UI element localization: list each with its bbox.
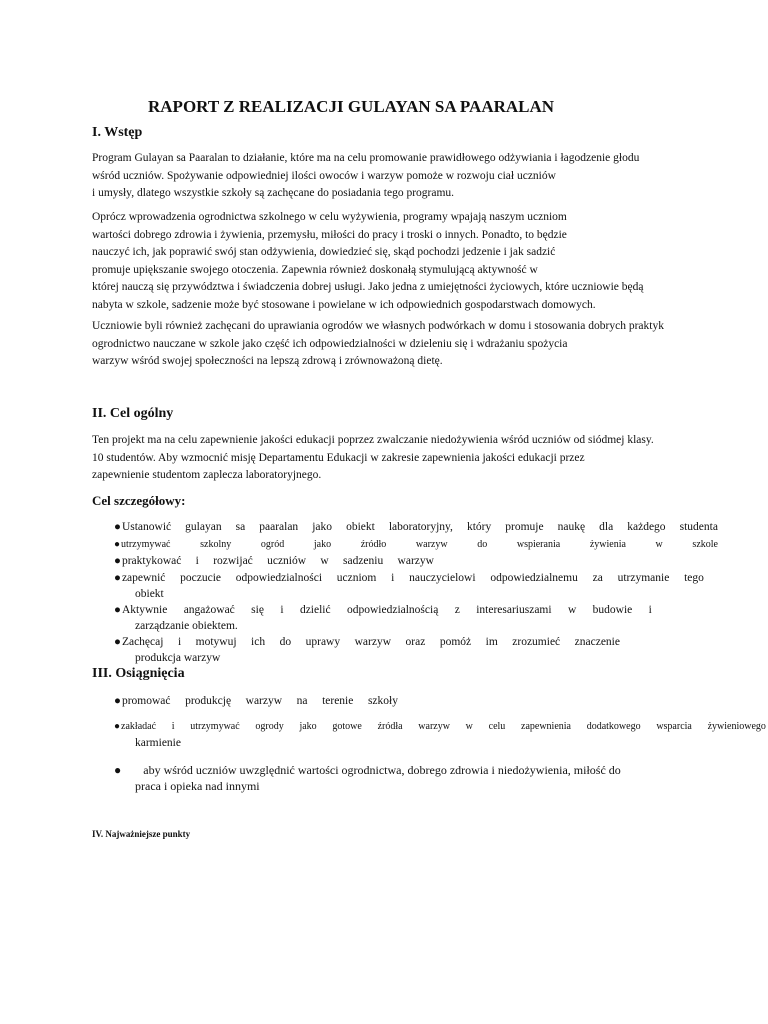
bullet-icon: ● bbox=[114, 721, 121, 732]
bullet-word: ●Ustanowić bbox=[114, 521, 172, 533]
text-line: ogrodnictwo nauczane w szkole jako część ich odpowiedzialności w dzieleniu się i wdrażaniu spożycia bbox=[92, 337, 568, 350]
bullet-word: utrzymywać bbox=[190, 721, 240, 732]
bullet-word: żywieniowego bbox=[707, 721, 766, 732]
bullet-word: naukę bbox=[557, 521, 586, 533]
bullet-word: dzielić bbox=[299, 604, 331, 616]
bullet-word: gotowe bbox=[332, 721, 362, 732]
bullet-continuation: praca i opieka nad innymi bbox=[135, 779, 260, 793]
bullet-word: wspierania bbox=[516, 539, 561, 550]
bullet-word: i bbox=[391, 572, 395, 584]
intro-paragraph-2 bbox=[92, 209, 643, 314]
bullet-continuation: zarządzanie obiektem. bbox=[135, 620, 238, 632]
bullet-word: uprawy bbox=[305, 636, 341, 648]
intro-paragraph-1 bbox=[92, 150, 639, 203]
bullet-word: uczniów bbox=[267, 555, 307, 567]
bullet-word: celu bbox=[488, 721, 506, 732]
bullet-word: dla bbox=[599, 521, 614, 533]
goal-bullet-1 bbox=[114, 519, 718, 535]
bullet-word: terenie bbox=[322, 695, 354, 707]
bullet-word: szkoły bbox=[367, 695, 398, 707]
bullet-word: który bbox=[466, 521, 492, 533]
justified-line bbox=[114, 537, 718, 553]
bullet-word: promuje bbox=[505, 521, 544, 533]
text-line: Uczniowie byli również zachęcani do uprawiania ogrodów we własnych podwórkach w domu i stosowania dobrych praktyk bbox=[92, 320, 664, 332]
bullet-word: im bbox=[485, 636, 498, 648]
justified-line bbox=[114, 693, 398, 709]
goal-bullet-4 bbox=[114, 570, 704, 602]
bullet-word: odpowiedzialnemu bbox=[490, 572, 578, 584]
text-line: Program Gulayan sa Paaralan to działanie, które ma na celu promowanie prawidłowego odżywiania i łagodzenie głodu bbox=[92, 152, 640, 164]
bullet-word: oraz bbox=[405, 636, 426, 648]
bullet-word: ●praktykować bbox=[114, 555, 182, 567]
bullet-word: warzyw bbox=[245, 695, 283, 707]
bullet-word: gulayan bbox=[185, 521, 222, 533]
bullet-word: sadzeniu bbox=[343, 555, 384, 567]
bullet-word: laboratoryjny, bbox=[388, 521, 453, 533]
bullet-word: odpowiedzialnością bbox=[346, 604, 439, 616]
bullet-word: jako bbox=[312, 521, 333, 533]
text-line: której nauczą się przywództwa i świadczenia dobrej usługi. Jako jedna z umiejętności życiowych, które uczniowie będą bbox=[92, 281, 644, 293]
justified-line bbox=[114, 602, 652, 618]
intro-paragraph-3 bbox=[92, 318, 664, 371]
document-title: RAPORT Z REALIZACJI GULAYAN SA PAARALAN bbox=[148, 97, 555, 116]
bullet-word: zrozumieć bbox=[512, 636, 561, 648]
bullet-word: do bbox=[477, 539, 488, 550]
bullet-word: paaralan bbox=[259, 521, 299, 533]
achievement-bullet-2 bbox=[114, 719, 766, 751]
bullet-word: na bbox=[296, 695, 308, 707]
bullet-continuation: karmienie bbox=[135, 737, 181, 749]
bullet-word: warzyw bbox=[354, 636, 392, 648]
bullet-word: i bbox=[171, 721, 175, 732]
bullet-icon: ● bbox=[114, 604, 121, 616]
bullet-word: ●Aktywnie bbox=[114, 604, 168, 616]
bullet-icon: ● bbox=[114, 555, 121, 567]
bullet-word: źródła bbox=[377, 721, 403, 732]
bullet-word: poczucie bbox=[180, 572, 222, 584]
text-line: Ten projekt ma na celu zapewnienie jakości edukacji poprzez zwalczanie niedożywienia wśród uczniów od siódmej klasy. bbox=[92, 434, 654, 446]
bullet-word: do bbox=[279, 636, 292, 648]
bullet-word: w bbox=[567, 604, 577, 616]
achievement-bullet-1 bbox=[114, 693, 398, 709]
bullet-icon: ● bbox=[114, 763, 122, 777]
bullet-word: tego bbox=[684, 572, 704, 584]
bullet-word: żywienia bbox=[589, 539, 626, 550]
bullet-line bbox=[114, 762, 714, 778]
text-line: Oprócz wprowadzenia ogrodnictwa szkolnego w celu wyżywienia, programy wpajają naszym uczniom bbox=[92, 211, 567, 223]
bullet-word: każdego bbox=[627, 521, 666, 533]
bullet-word: sa bbox=[235, 521, 246, 533]
bullet-word: obiekt bbox=[346, 521, 375, 533]
bullet-word: ogród bbox=[260, 539, 285, 550]
section-heading-general-goal: II. Cel ogólny bbox=[92, 406, 174, 421]
text-line: promuje upiększanie swojego otoczenia. Zapewnia również doskonałą stymulującą aktywność w bbox=[92, 263, 538, 276]
bullet-word: jako bbox=[299, 721, 317, 732]
section-heading-intro: I. Wstęp bbox=[92, 125, 143, 140]
bullet-word: i bbox=[280, 604, 284, 616]
bullet-word: odpowiedzialności bbox=[235, 572, 323, 584]
text-line: 10 studentów. Aby wzmocnić misję Departamentu Edukacji w zakresie zapewnienia jakości edukacji przez bbox=[92, 451, 585, 464]
bullet-word: nauczycielowi bbox=[409, 572, 476, 584]
text-line: i umysły, dlatego wszystkie szkoły są zachęcane do posiadania tego programu. bbox=[92, 187, 455, 199]
bullet-word: ●utrzymywać bbox=[114, 539, 171, 550]
bullet-word: budowie bbox=[592, 604, 633, 616]
bullet-word: szkole bbox=[692, 539, 718, 550]
section-heading-achievements: III. Osiągnięcia bbox=[92, 666, 185, 681]
section-heading-highlights: IV. Najważniejsze punkty bbox=[92, 829, 191, 839]
bullet-text: aby wśród uczniów uwzględnić wartości ogrodnictwa, dobrego zdrowia i niedożywienia, miłość do bbox=[143, 763, 621, 777]
bullet-word: utrzymanie bbox=[617, 572, 670, 584]
bullet-word: w bbox=[655, 539, 663, 550]
achievement-bullet-3 bbox=[114, 762, 714, 794]
bullet-word: ●promować bbox=[114, 695, 171, 707]
bullet-word: ogrody bbox=[255, 721, 284, 732]
text-line: wśród uczniów. Spożywanie odpowiedniej ilości owoców i warzyw pomoże w rozwoju ciał uczniów bbox=[92, 169, 556, 182]
bullet-word: warzyw bbox=[397, 555, 434, 567]
bullet-word: motywuj bbox=[195, 636, 237, 648]
bullet-icon: ● bbox=[114, 636, 121, 648]
bullet-word: za bbox=[592, 572, 603, 584]
bullet-word: źródło bbox=[360, 539, 387, 550]
bullet-word: ●Zachęcaj bbox=[114, 636, 164, 648]
bullet-word: i bbox=[648, 604, 652, 616]
bullet-word: i bbox=[177, 636, 182, 648]
bullet-word: interesariuszami bbox=[476, 604, 552, 616]
bullet-word: jako bbox=[313, 539, 332, 550]
goal-bullet-6 bbox=[114, 634, 620, 666]
goal-bullet-2 bbox=[114, 537, 718, 553]
bullet-word: szkolny bbox=[200, 539, 232, 550]
bullet-word: studenta bbox=[679, 521, 718, 533]
bullet-word: znaczenie bbox=[574, 636, 620, 648]
bullet-word: produkcję bbox=[185, 695, 232, 707]
text-line: warzyw wśród swojej społeczności na lepszą zdrową i zrównoważoną dietę. bbox=[92, 355, 443, 367]
bullet-word: ●zapewnić bbox=[114, 572, 166, 584]
bullet-word: zapewnienia bbox=[521, 721, 571, 732]
justified-line bbox=[114, 519, 718, 535]
bullet-word: rozwijać bbox=[213, 555, 253, 567]
bullet-word: uczniom bbox=[336, 572, 377, 584]
text-line: wartości dobrego zdrowia i żywienia, przemysłu, miłości do pracy i troski o innych. Ponadto, to będzie bbox=[92, 228, 567, 241]
bullet-word: i bbox=[195, 555, 199, 567]
justified-line bbox=[114, 570, 704, 586]
bullet-word: dodatkowego bbox=[586, 721, 641, 732]
bullet-icon: ● bbox=[114, 572, 121, 584]
bullet-icon: ● bbox=[114, 695, 121, 707]
justified-line bbox=[114, 634, 620, 650]
goal-bullet-5 bbox=[114, 602, 652, 634]
bullet-word: z bbox=[454, 604, 460, 616]
justified-line bbox=[114, 719, 766, 735]
specific-goal-heading: Cel szczegółowy: bbox=[92, 493, 186, 508]
bullet-word: angażować bbox=[183, 604, 235, 616]
bullet-word: w bbox=[320, 555, 329, 567]
bullet-word: ich bbox=[251, 636, 266, 648]
text-line: nabyta w szkole, sadzenie może być stosowane i powielane w ich odpowiednich gospodarstwach domowych. bbox=[92, 298, 596, 311]
bullet-icon: ● bbox=[114, 539, 121, 550]
bullet-continuation: produkcja warzyw bbox=[135, 652, 221, 664]
general-goal-paragraph bbox=[92, 432, 654, 485]
bullet-word: w bbox=[465, 721, 473, 732]
text-line: zapewnienie studentom zaplecza laboratoryjnego. bbox=[92, 469, 322, 481]
bullet-word: warzyw bbox=[415, 539, 448, 550]
bullet-word: warzyw bbox=[418, 721, 450, 732]
bullet-word: się bbox=[251, 604, 264, 616]
bullet-word: wsparcia bbox=[656, 721, 692, 732]
bullet-word: pomóż bbox=[439, 636, 472, 648]
bullet-continuation: obiekt bbox=[135, 588, 164, 600]
bullet-word: ●zakładać bbox=[114, 721, 157, 732]
text-line: nauczyć ich, jak poprawić swój stan odżywienia, dowiedzieć się, skąd pochodzi jedzenie i jak sadzić bbox=[92, 246, 556, 258]
justified-line bbox=[114, 553, 434, 569]
goal-bullet-3 bbox=[114, 553, 434, 569]
bullet-icon: ● bbox=[114, 521, 121, 533]
